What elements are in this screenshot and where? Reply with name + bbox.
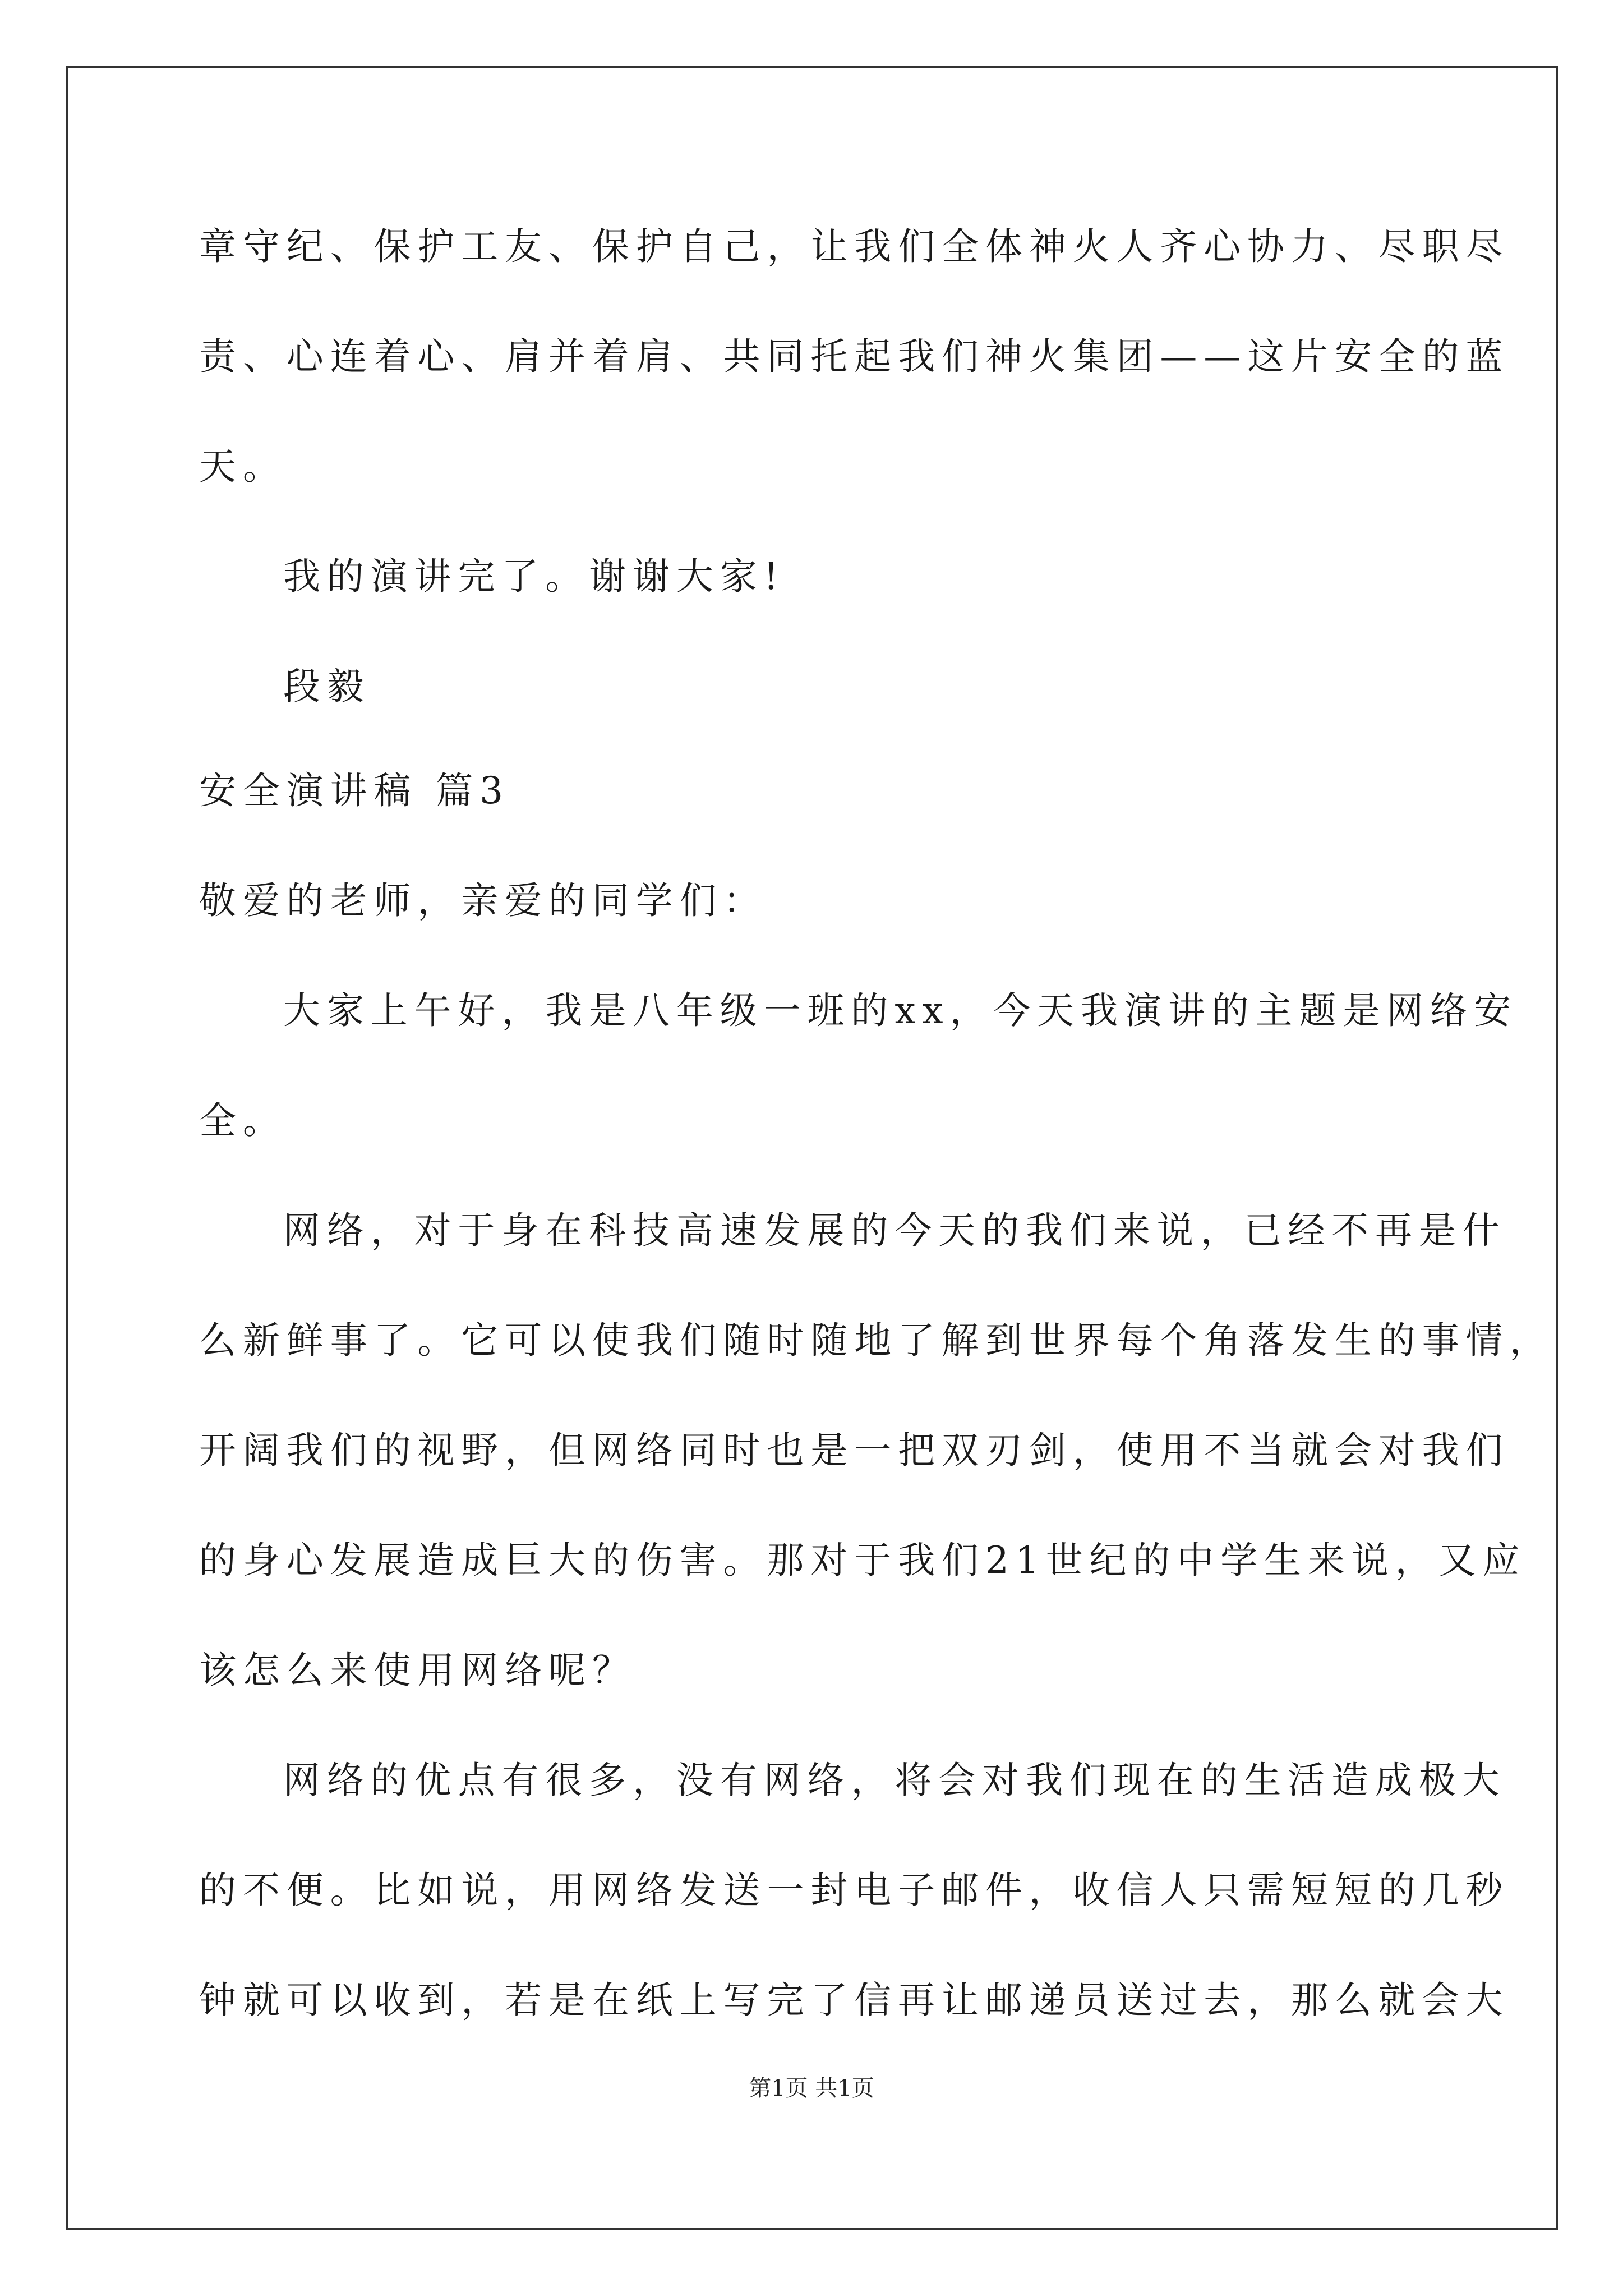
paragraph-line: 钟就可以收到，若是在纸上写完了信再让邮递员送过去，那么就会大 [199,1978,1510,2022]
section-heading: 安全演讲稿 篇3 [199,769,510,812]
paragraph-line: 天。 [199,445,287,488]
paragraph-line: 该怎么来使用网络呢？ [199,1649,636,1692]
paragraph-line: 全。 [199,1099,287,1142]
paragraph-line: 开阔我们的视野，但网络同时也是一把双刃剑，使用不当就会对我们 [199,1429,1510,1472]
paragraph-line: 责、心连着心、肩并着肩、共同托起我们神火集团——这片安全的蓝 [199,335,1510,378]
paragraph-line: 的身心发展造成巨大的伤害。那对于我们21世纪的中学生来说，又应 [199,1539,1527,1582]
salutation: 敬爱的老师，亲爱的同学们： [199,879,767,922]
closing-line: 我的演讲完了。谢谢大家! [283,555,786,598]
paragraph-line: 的不便。比如说，用网络发送一封电子邮件，收信人只需短短的几秒 [199,1869,1510,1912]
page-footer: 第1页 共1页 [749,2076,874,2101]
paragraph-line: 网络的优点有很多，没有网络，将会对我们现在的生活造成极大 [283,1759,1506,1802]
paragraph-line: 网络，对于身在科技高速发展的今天的我们来说，已经不再是什 [283,1209,1506,1252]
paragraph-line: 章守纪、保护工友、保护自己，让我们全体神火人齐心协力、尽职尽 [199,225,1510,268]
paragraph-line: 大家上午好，我是八年级一班的xx，今天我演讲的主题是网络安 [283,989,1518,1032]
paragraph-line: 么新鲜事了。它可以使我们随时随地了解到世界每个角落发生的事情， [199,1319,1553,1362]
author-name: 段毅 [283,665,371,708]
